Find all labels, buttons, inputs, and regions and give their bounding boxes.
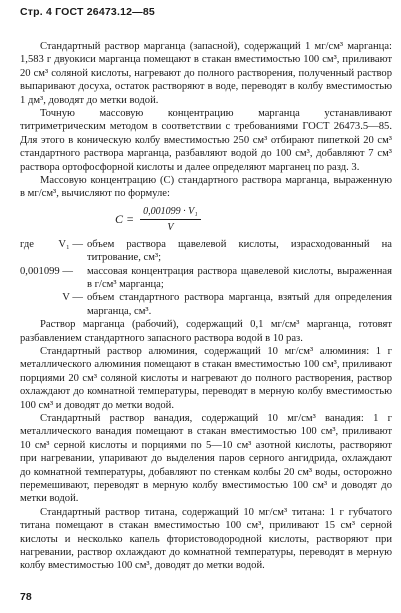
paragraph-aluminium-standard: Стандартный раствор алюминия, содержащий 10 мг/см³ алюминия: 1 г металлического алюминия помещают в стакан вместимостью 100 см³, приливают порциями 20 см³ соляной кислоты и нагревают до полного растворения, раствор охлаждают до комнатной температуры, переводят в мерную колбу вместимостью 100 см³ и доводят до метки водой. (20, 345, 392, 411)
definition-term: V — (62, 292, 83, 304)
paragraph-manganese-stock: Стандартный раствор марганца (запасной), содержащий 1 мг/см³ марганца: 1,583 г двуокиси марганца помещают в стакан вместимостью 100 см³, приливают 20 см³ соляной кислоты, нагревают до полного растворения, полученный раствор выпаривают досуха, остаток растворяют в воде, переводят в колбу вместимостью 1 дм³, доводят до метки водой. (20, 41, 392, 106)
paragraph-manganese-working: Раствор марганца (рабочий), содержащий 0,1 мг/см³ марганца, готовят разбавлением стандартного запасного раствора водой в 10 раз. (20, 319, 392, 344)
definition-text: объем стандартного раствора марганца, взятый для определения марганца, см³. (87, 292, 392, 317)
definition-term: V₁ — (58, 238, 83, 250)
definition-lead: где (20, 238, 34, 250)
definition-text: массовая концентрация раствора щавелевой кислоты, выраженная в г/см³ марганца; (87, 265, 392, 290)
paragraph-titanium-standard: Стандартный раствор титана, содержащий 10 мг/см³ титана: 1 г губчатого титана помещают в стакан вместимостью 100 см³, приливают 15 см³ серной кислоты и несколько капель фтористоводородной кислоты, растворяют при нагревании, раствор охлаждают до комнатной температуры, переводят в мерную колбу вместимостью 100 см³, доводят до метки водой. (20, 506, 392, 572)
concentration-formula (20, 205, 392, 235)
definition-row (20, 291, 392, 318)
definition-lead (20, 291, 42, 318)
formula-fraction (140, 205, 201, 235)
definition-row (20, 265, 392, 292)
definition-text: объем раствора щавелевой кислоты, израсходованный на титрование, см³; (87, 238, 392, 264)
definition-term: 0,001099 — (20, 265, 73, 277)
paragraph-concentration-intro: Массовую концентрацию (C) стандартного раствора марганца, выраженную в мг/см³, вычисляют по формуле: (20, 175, 392, 200)
page-header: Стр. 4 ГОСТ 26473.12—85 (20, 6, 155, 18)
paragraph-vanadium-standard: Стандартный раствор ванадия, содержащий 10 мг/см³ ванадия: 1 г металлического ванадия помещают в стакан вместимостью 100 см³, приливают 10 см³ серной кислоты и порциями по 5—10 см³ азотной кислоты, растворяют при нагревании, упаривают до выделения паров серного ангидрида, охлаждают до комнатной температуры, добавляют по стенкам колбы 20 см³ воды, осторожно перемешивают, переводят в мерную колбу вместимостью 100 см³ и доводят до метки водой. (20, 412, 392, 505)
paragraph-manganese-titration: Точную массовую концентрацию марганца устанавливают титриметрическим методом в соответствии с требованиями ГОСТ 26473.5—85. Для этого в коническую колбу вместимостью 250 см³ отбирают пипеткой 20 см³ стандартного раствора марганца, разбавляют водой до 100 см³, добавляют 7 см³ раствора ортофосфорной кислоты и далее определяют марганец по разд. 3. (20, 108, 392, 173)
formula-definitions (20, 238, 392, 318)
formula-lhs: C = (115, 212, 135, 227)
formula-denominator: V (167, 222, 174, 234)
definition-row (20, 238, 392, 265)
formula-numerator: 0,001099 · V₁ (140, 205, 201, 220)
page-number: 78 (20, 591, 32, 603)
document-body (20, 40, 392, 573)
